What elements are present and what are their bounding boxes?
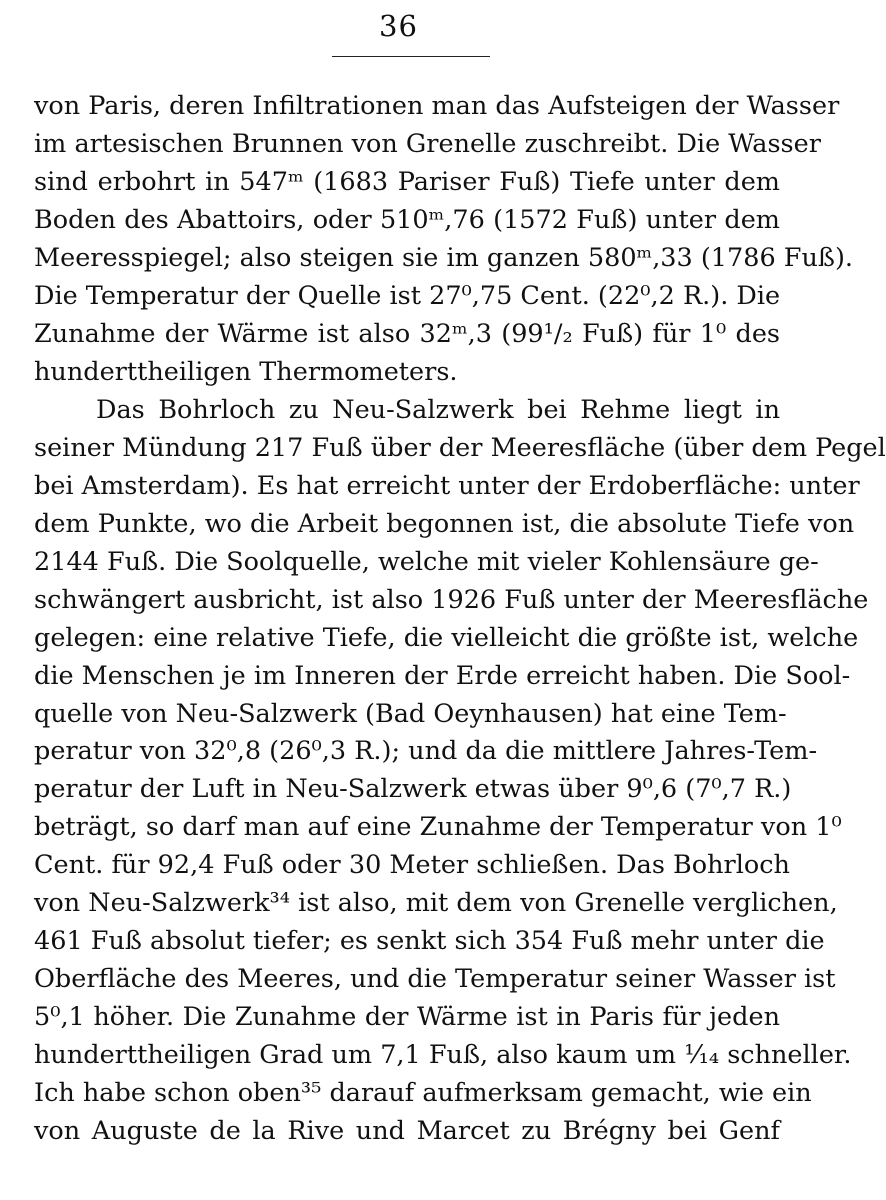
text-line: Die Temperatur der Quelle ist 27⁰,75 Cent. (22⁰,2 R.). Die [34,280,781,311]
page-number: 36 [379,9,418,43]
text-line: bei Amsterdam). Es hat erreicht unter der Erdoberfläche: unter [34,470,860,501]
text-line: Boden des Abattoirs, oder 510ᵐ,76 (1572 Fuß) unter dem [34,204,780,235]
text-line: gelegen: eine relative Tiefe, die vielleicht die größte ist, welche [34,622,859,653]
text-line: quelle von Neu-Salzwerk (Bad Oeynhausen) hat eine Tem- [34,698,787,729]
text-line: von Neu-Salzwerk³⁴ ist also, mit dem von Grenelle verglichen, [34,888,838,919]
text-line: im artesischen Brunnen von Grenelle zuschreibt. Die Wasser [34,128,821,159]
text-line: von Paris, deren Infiltrationen man das Aufsteigen der Wasser [34,91,840,121]
text-line: peratur von 32⁰,8 (26⁰,3 R.); und da die mittlere Jahres-Tem- [34,736,818,767]
text-line: dem Punkte, wo die Arbeit begonnen ist, die absolute Tiefe von [34,508,855,539]
body-text [34,88,886,1151]
text-line: hunderttheiligen Grad um 7,1 Fuß, also kaum um ¹⁄₁₄ schneller. [34,1040,852,1071]
text-line: beträgt, so darf man auf eine Zunahme der Temperatur von 1⁰ [34,812,842,843]
text-line: hunderttheiligen Thermometers. [34,356,458,387]
text-line: Meeresspiegel; also steigen sie im ganzen 580ᵐ,33 (1786 Fuß). [34,242,854,273]
text-line: von Auguste de la Rive und Marcet zu Brégny bei Genf [34,1116,780,1147]
text-line: Das Bohrloch zu Neu-Salzwerk bei Rehme liegt in [96,394,780,425]
text-line: Cent. für 92,4 Fuß oder 30 Meter schließen. Das Bohrloch [34,850,790,881]
text-line: 2144 Fuß. Die Soolquelle, welche mit vieler Kohlensäure ge- [34,546,819,577]
text-line: peratur der Luft in Neu-Salzwerk etwas über 9⁰,6 (7⁰,7 R.) [34,774,792,805]
header-rule [332,56,490,57]
text-line: 5⁰,1 höher. Die Zunahme der Wärme ist in Paris für jeden [34,1002,780,1033]
text-line: Ich habe schon oben³⁵ darauf aufmerksam gemacht, wie ein [34,1078,812,1109]
text-line: schwängert ausbricht, ist also 1926 Fuß unter der Meeresfläche [34,584,869,615]
text-line: seiner Mündung 217 Fuß über der Meeresfläche (über dem Pegel [34,432,886,463]
text-line: die Menschen je im Inneren der Erde erreicht haben. Die Sool- [34,660,851,691]
text-line: Zunahme der Wärme ist also 32ᵐ,3 (99¹/₂ Fuß) für 1⁰ des [34,318,780,349]
text-line: 461 Fuß absolut tiefer; es senkt sich 354 Fuß mehr unter die [34,926,825,957]
text-line: sind erbohrt in 547ᵐ (1683 Pariser Fuß) Tiefe unter dem [34,166,780,197]
text-line: Oberfläche des Meeres, und die Temperatur seiner Wasser ist [34,964,836,995]
